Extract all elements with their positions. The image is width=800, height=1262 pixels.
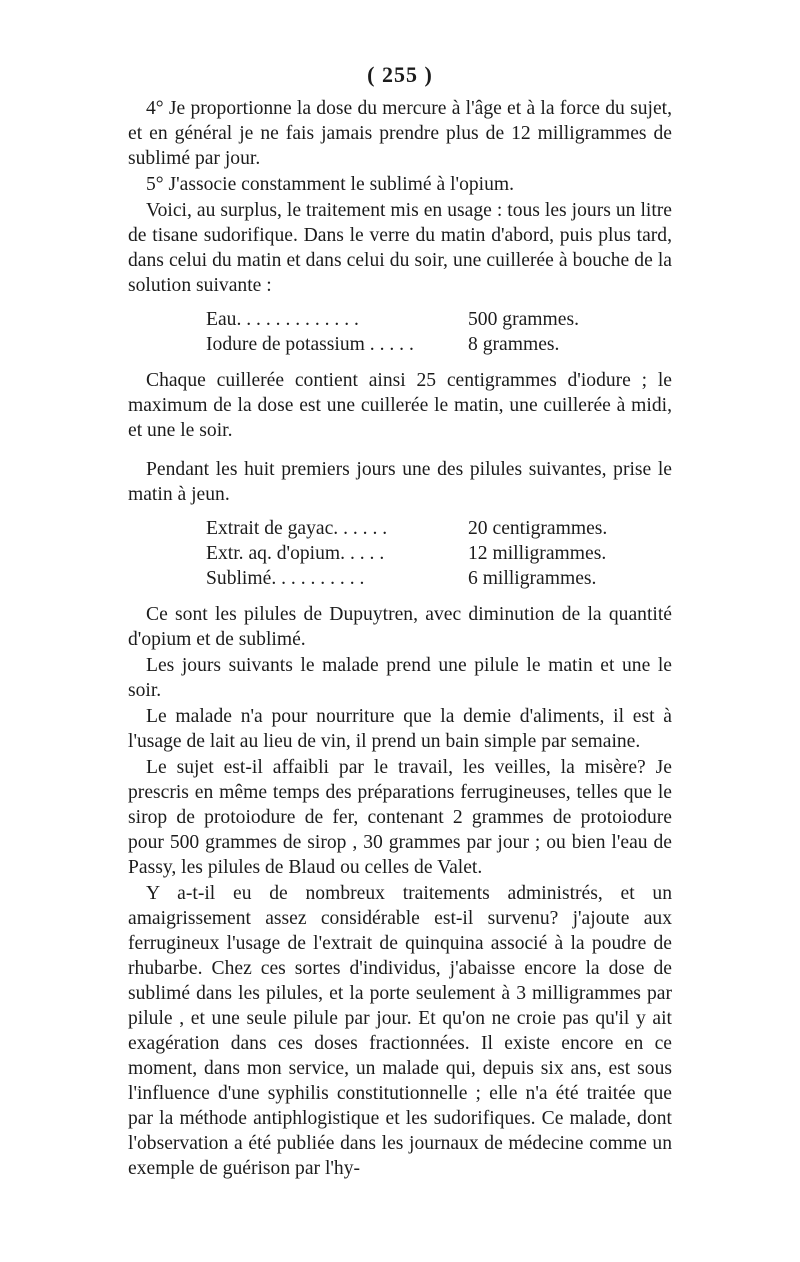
paragraph-dupuytren: Ce sont les pilules de Dupuytren, avec diminution de la quantité d'opium et de sublimé. [128,604,672,650]
ingredient-name: Sublimé. . . . . . . . . . [206,568,365,589]
ingredient-name: Eau. . . . . . . . . . . . . [206,309,359,330]
paragraph-ferruginous: Le sujet est-il affaibli par le travail, les veilles, la misère? Je prescris en même temps des préparations ferrugineuses, telles que le sirop de protoiodure de fer, contenant 2 grammes de protoiodure pour 500 grammes de sirop , 30 grammes par jour ; ou bien l'eau de Passy, les pilules de Blaud ou celles de Valet. [128,757,672,878]
paragraph-diet: Le malade n'a pour nourriture que la demie d'aliments, il est à l'usage de lait au lieu de vin, il prend un bain simple par semaine. [128,706,672,752]
ingredient-quantity: 8 grammes. [468,334,560,355]
paragraph-following-days: Les jours suivants le malade prend une pilule le matin et une le soir. [128,655,672,701]
recipe-row [206,332,672,357]
pill-recipe [128,516,672,591]
paragraph-quinquina: Y a-t-il eu de nombreux traitements administrés, et un amaigrissement assez considérable est-il survenu? j'ajoute aux ferrugineux l'usage de l'extrait de quinquina associé à la poudre de rhubarbe. Chez ces sortes d'individus, j'abaisse encore la dose de sublimé dans les pilules, et la porte seulement à 3 milligrammes par pilule , et une seule pilule par jour. Et qu'on ne croie pas qu'il y ait exagération dans ces doses fractionnées. Il existe encore en ce moment, dans mon service, un malade qui, depuis six ans, est sous l'influence d'une syphilis constitutionnelle ; elle n'a été traitée que par la méthode antiphlogistique et les sudorifiques. Ce malade, dont l'observation a été publiée dans les journaux de médecine comme un exemple de guérison par l'hy- [128,883,672,1179]
paragraph-dose-proportion: 4° Je proportionne la dose du mercure à l'âge et à la force du sujet, et en général je ne fais jamais prendre plus de 12 milligrammes de sublimé par jour. [128,98,672,169]
recipe-row [206,566,672,591]
ingredient-quantity: 12 milligrammes. [468,543,607,564]
recipe-row [206,516,672,541]
paragraph-pills: Pendant les huit premiers jours une des pilules suivantes, prise le matin à jeun. [128,459,672,505]
paragraph-treatment: Voici, au surplus, le traitement mis en usage : tous les jours un litre de tisane sudorifique. Dans le verre du matin d'abord, puis plus tard, dans celui du matin et dans celui du soir, une cuillerée à bouche de la solution suivante : [128,200,672,296]
ingredient-quantity: 20 centigrammes. [468,518,608,539]
ingredient-name: Extrait de gayac. . . . . . [206,518,388,539]
recipe-row [206,541,672,566]
paragraph-spoonful: Chaque cuillerée contient ainsi 25 centigrammes d'iodure ; le maximum de la dose est une cuillerée le matin, une cuillerée à midi, et une le soir. [128,370,672,441]
body-text [128,96,672,1182]
page-number: ( 255 ) [367,62,433,87]
ingredient-quantity: 6 milligrammes. [468,568,597,589]
solution-recipe [128,307,672,357]
ingredient-name: Iodure de potassium . . . . . [206,334,414,355]
ingredient-quantity: 500 grammes. [468,309,580,330]
ingredient-name: Extr. aq. d'opium. . . . . [206,543,385,564]
paragraph-opium-association: 5° J'associe constamment le sublimé à l'opium. [146,174,515,195]
recipe-row [206,307,672,332]
